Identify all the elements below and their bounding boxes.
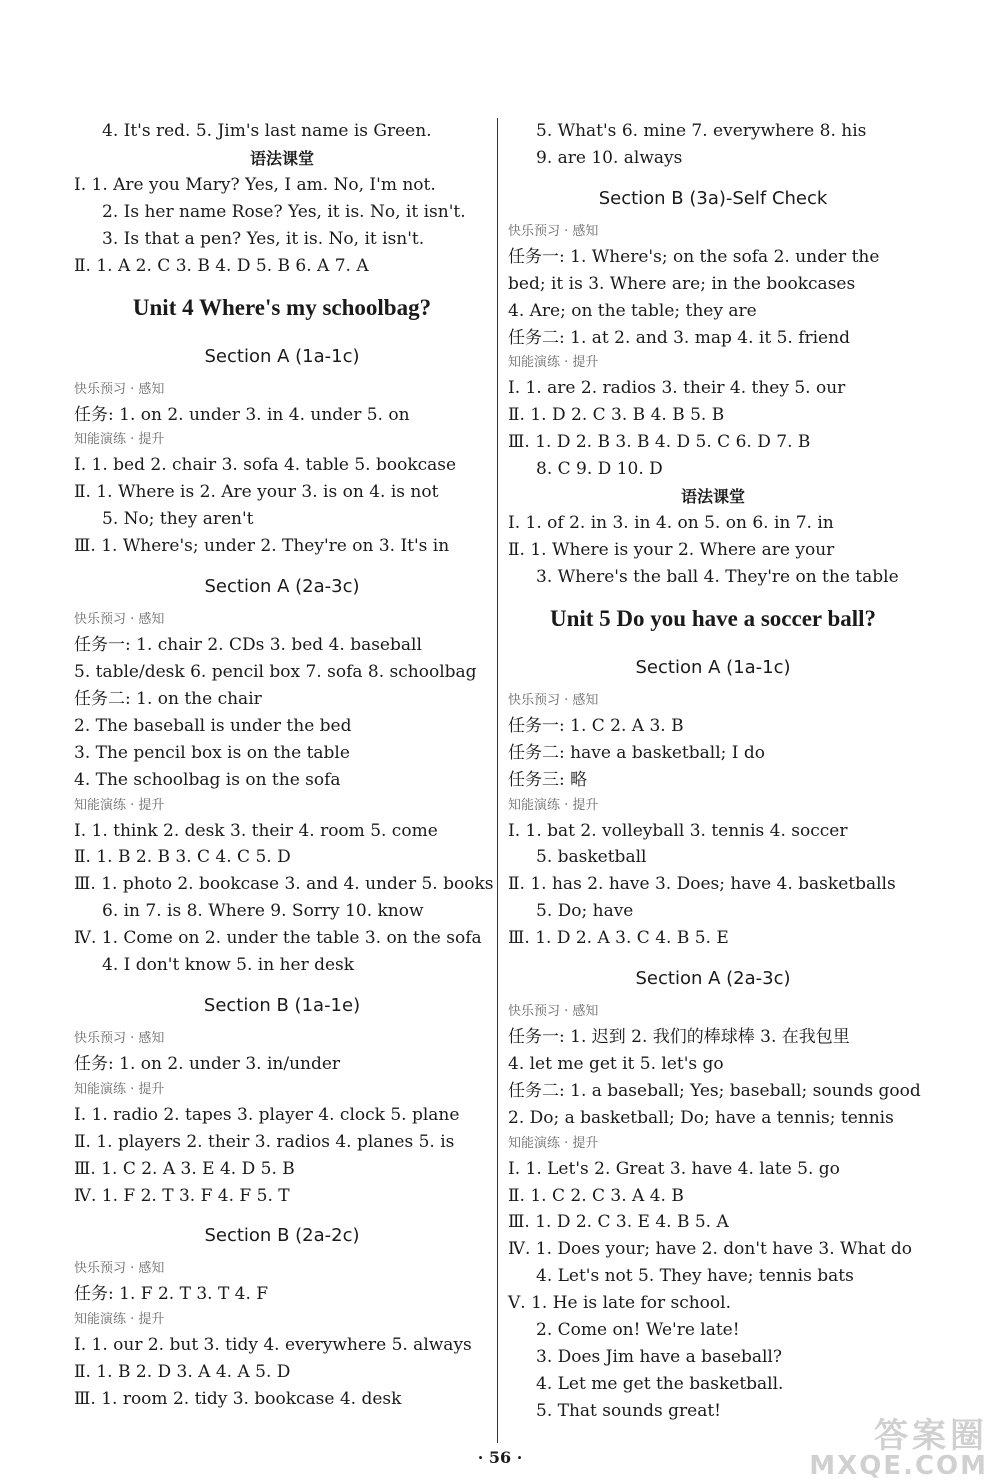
unit-title: Unit 5 Do you have a soccer ball? (549, 605, 877, 631)
answer-line: 4. I don't know 5. in her desk (102, 955, 355, 976)
answer-line: Ⅱ. 1. D 2. C 3. B 4. B 5. B (508, 405, 725, 426)
section-heading: Section B (1a-1e) (203, 994, 361, 1016)
answer-line: 任务二: 1. on the chair (74, 688, 262, 709)
answer-line: 5. That sounds great! (536, 1400, 722, 1421)
answer-line: 任务一: 1. chair 2. CDs 3. bed 4. baseball (74, 635, 422, 656)
answer-line: 任务: 1. on 2. under 3. in 4. under 5. on (74, 404, 410, 425)
answer-line: 4. let me get it 5. let's go (508, 1053, 724, 1074)
answer-line: 任务三: 略 (508, 769, 588, 790)
section-heading: Section B (2a-2c) (204, 1225, 360, 1247)
subsection-label: 知能演练 · 提升 (508, 355, 599, 371)
answer-line: 2. The baseball is under the bed (74, 715, 352, 736)
answer-line: Ⅱ. 1. B 2. B 3. C 4. C 5. D (74, 847, 291, 868)
answer-line: 任务一: 1. Where's; on the sofa 2. under the (508, 246, 880, 267)
answer-line: Ⅱ. 1. players 2. their 3. radios 4. planes 5. is (74, 1131, 455, 1152)
answer-line: Ⅲ. 1. D 2. C 3. E 4. B 5. A (508, 1212, 729, 1233)
answer-line: Ⅱ. 1. B 2. D 3. A 4. A 5. D (74, 1362, 291, 1383)
answer-line: Ⅱ. 1. Where is your 2. Where are your (508, 539, 835, 560)
answer-line: 4. The schoolbag is on the sofa (74, 769, 341, 790)
answer-line: 8. C 9. D 10. D (536, 459, 663, 480)
answer-line: 3. Where's the ball 4. They're on the table (536, 566, 899, 587)
answer-line: 5. Do; have (536, 901, 634, 922)
subsection-label: 知能演练 · 提升 (508, 1135, 599, 1151)
answer-line: Ⅳ. 1. Does your; have 2. don't have 3. What do (508, 1239, 912, 1260)
answer-line: 4. Are; on the table; they are (508, 300, 757, 321)
answer-line: 任务一: 1. C 2. A 3. B (508, 715, 684, 736)
answer-line: Ⅱ. 1. C 2. C 3. A 4. B (508, 1185, 684, 1206)
grammar-heading: 语法课堂 (680, 487, 745, 507)
answer-line: bed; it is 3. Where are; in the bookcases (508, 273, 856, 294)
answer-line: 任务二: 1. at 2. and 3. map 4. it 5. friend (508, 327, 850, 348)
answer-line: Ⅰ. 1. bed 2. chair 3. sofa 4. table 5. bookcase (74, 455, 457, 476)
page-number: · 56 · (477, 1448, 523, 1467)
answer-line: 5. What's 6. mine 7. everywhere 8. his (536, 121, 867, 141)
subsection-label: 快乐预习 · 感知 (74, 1030, 165, 1046)
answer-line: 5. No; they aren't (102, 509, 254, 530)
answer-line: Ⅲ. 1. Where's; under 2. They're on 3. It's in (74, 536, 450, 557)
answer-line: 4. Let's not 5. They have; tennis bats (536, 1266, 854, 1287)
answer-line: Ⅰ. 1. Are you Mary? Yes, I am. No, I'm not. (74, 174, 436, 195)
section-heading: Section A (1a-1c) (204, 345, 360, 367)
section-heading: Section A (2a-3c) (204, 576, 360, 598)
answer-line: 4. Let me get the basketball. (536, 1373, 784, 1394)
answer-line: 5. table/desk 6. pencil box 7. sofa 8. schoolbag (74, 661, 477, 682)
answer-line: Ⅰ. 1. think 2. desk 3. their 4. room 5. come (74, 820, 438, 841)
subsection-label: 快乐预习 · 感知 (74, 1261, 165, 1277)
answer-line: Ⅰ. 1. radio 2. tapes 3. player 4. clock 5. plane (74, 1104, 460, 1125)
answer-line: Ⅲ. 1. photo 2. bookcase 3. and 4. under 5. books (74, 874, 494, 895)
subsection-label: 知能演练 · 提升 (74, 1081, 165, 1097)
watermark-cn: 答案圈 (874, 1416, 988, 1456)
section-heading: Section B (3a)-Self Check (598, 187, 828, 209)
answer-line: 任务二: have a basketball; I do (508, 742, 766, 763)
grammar-heading: 语法课堂 (249, 148, 314, 168)
answer-line: 任务二: 1. a baseball; Yes; baseball; sounds good (508, 1080, 921, 1101)
answer-line: 3. Is that a pen? Yes, it is. No, it isn't. (102, 228, 425, 249)
subsection-label: 知能演练 · 提升 (74, 1312, 165, 1328)
left-column (74, 118, 494, 1413)
unit-title: Unit 4 Where's my schoolbag? (132, 294, 432, 320)
subsection-label: 知能演练 · 提升 (508, 797, 599, 813)
answer-line: Ⅳ. 1. F 2. T 3. F 4. F 5. T (74, 1185, 290, 1206)
answer-line: Ⅲ. 1. room 2. tidy 3. bookcase 4. desk (74, 1389, 402, 1410)
answer-line: Ⅰ. 1. of 2. in 3. in 4. on 5. on 6. in 7. in (508, 513, 834, 534)
answer-line: Ⅰ. 1. our 2. but 3. tidy 4. everywhere 5. always (74, 1335, 472, 1356)
answer-line: Ⅲ. 1. C 2. A 3. E 4. D 5. B (74, 1158, 295, 1179)
answer-line: 任务: 1. F 2. T 3. T 4. F (74, 1284, 269, 1305)
subsection-label: 快乐预习 · 感知 (508, 223, 599, 239)
answer-line: Ⅰ. 1. are 2. radios 3. their 4. they 5. our (508, 378, 846, 399)
answer-line: 3. Does Jim have a baseball? (536, 1347, 782, 1367)
answer-line: Ⅱ. 1. A 2. C 3. B 4. D 5. B 6. A 7. A (74, 255, 369, 276)
answer-line: Ⅳ. 1. Come on 2. under the table 3. on the sofa (74, 928, 482, 949)
answer-line: Ⅴ. 1. He is late for school. (508, 1293, 731, 1314)
answer-line: Ⅲ. 1. D 2. B 3. B 4. D 5. C 6. D 7. B (508, 432, 811, 453)
right-column (508, 118, 921, 1425)
watermark-en: MXQE.COM (809, 1451, 988, 1481)
answer-line: 任务一: 1. 迟到 2. 我们的棒球棒 3. 在我包里 (508, 1027, 850, 1048)
section-heading: Section A (1a-1c) (635, 656, 791, 678)
answer-line: Ⅱ. 1. Where is 2. Are your 3. is on 4. is not (74, 482, 439, 503)
subsection-label: 快乐预习 · 感知 (508, 1004, 599, 1020)
answer-line: Ⅰ. 1. Let's 2. Great 3. have 4. late 5. go (508, 1158, 840, 1179)
answer-line: 任务: 1. on 2. under 3. in/under (74, 1053, 341, 1074)
answer-line: Ⅱ. 1. has 2. have 3. Does; have 4. basketballs (508, 874, 896, 895)
answer-line: 2. Come on! We're late! (536, 1320, 740, 1341)
subsection-label: 知能演练 · 提升 (74, 797, 165, 813)
answer-line: 2. Do; a basketball; Do; have a tennis; tennis (508, 1107, 894, 1128)
subsection-label: 快乐预习 · 感知 (74, 381, 165, 397)
answer-line: 3. The pencil box is on the table (74, 742, 350, 763)
answer-line: 4. It's red. 5. Jim's last name is Green. (102, 121, 432, 141)
answer-line: 5. basketball (536, 847, 647, 868)
answer-line: 9. are 10. always (536, 147, 683, 168)
subsection-label: 快乐预习 · 感知 (508, 692, 599, 708)
section-heading: Section A (2a-3c) (635, 968, 791, 990)
watermark-logo (809, 1408, 988, 1481)
subsection-label: 知能演练 · 提升 (74, 432, 165, 448)
subsection-label: 快乐预习 · 感知 (74, 612, 165, 628)
answer-line: 6. in 7. is 8. Where 9. Sorry 10. know (102, 901, 424, 922)
answer-line: Ⅰ. 1. bat 2. volleyball 3. tennis 4. soccer (508, 820, 848, 841)
answer-line: Ⅲ. 1. D 2. A 3. C 4. B 5. E (508, 928, 729, 949)
answer-line: 2. Is her name Rose? Yes, it is. No, it isn't. (102, 201, 466, 222)
column-divider (497, 118, 498, 1443)
